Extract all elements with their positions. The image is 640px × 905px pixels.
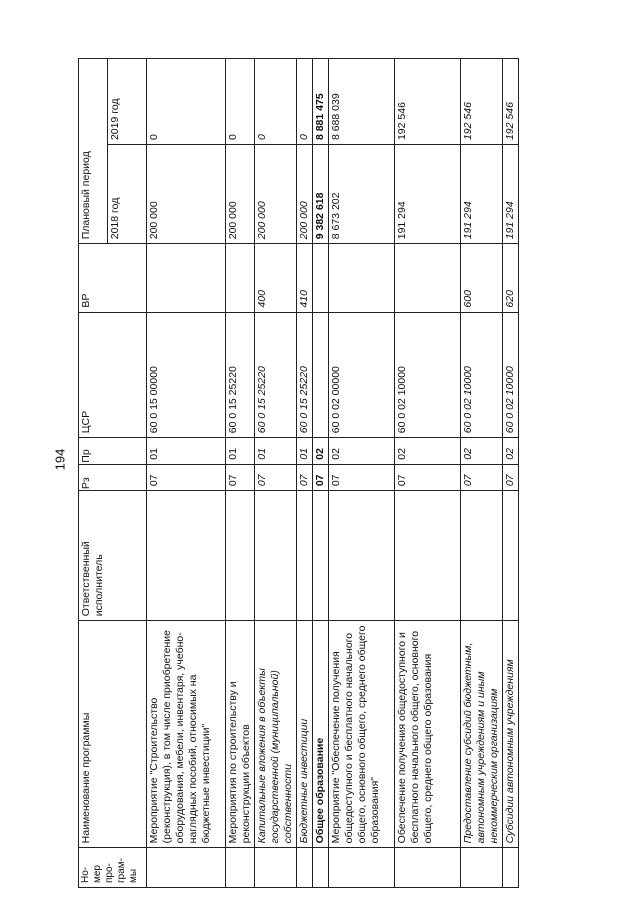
header-2019: 2019 год [108, 59, 147, 145]
pr-cell: 02 [313, 438, 329, 464]
program-name-cell: Мероприятие "Строительство (реконструкция), в том числе приобретение оборудования, мебели, инвентаря, учебно-наглядных пособий, относимых на бюджетные инвестиции" [147, 621, 226, 848]
row-number-cell [395, 848, 461, 888]
row-number-cell [147, 848, 226, 888]
table-row [255, 59, 297, 888]
csr-cell: 60 0 15 25220 [226, 312, 255, 438]
header-num: Но-мер про-грам-мы [79, 848, 147, 888]
csr-cell: 60 0 15 25220 [297, 312, 313, 438]
header-planned-period: Плановый период [79, 59, 108, 244]
budget-table [78, 58, 519, 888]
table-row [395, 59, 461, 888]
header-pr: Пр [79, 438, 147, 464]
vr-cell [147, 244, 226, 312]
row-number-cell [297, 848, 313, 888]
header-name: Наименование программы [79, 621, 147, 848]
vr-cell: 600 [461, 244, 503, 312]
amount-2018-cell: 8 673 202 [329, 145, 395, 244]
rotated-table-container [78, 58, 558, 888]
amount-2018-cell: 200 000 [255, 145, 297, 244]
pr-cell: 02 [395, 438, 461, 464]
row-number-cell [255, 848, 297, 888]
program-name-cell: Мероприятия по строительству и реконструкции объектов [226, 621, 255, 848]
amount-2019-cell: 8 881 475 [313, 59, 329, 145]
csr-cell: 60 0 02 10000 [461, 312, 503, 438]
program-name-cell: Общее образование [313, 621, 329, 848]
header-rz: Рз [79, 464, 147, 490]
executor-cell [255, 491, 297, 621]
vr-cell [226, 244, 255, 312]
vr-cell: 400 [255, 244, 297, 312]
table-row [313, 59, 329, 888]
program-name-cell: Субсидии автономным учреждениям [503, 621, 519, 848]
amount-2018-cell: 200 000 [147, 145, 226, 244]
rz-cell: 07 [503, 464, 519, 490]
table-row [226, 59, 255, 888]
table-body [147, 59, 519, 888]
amount-2019-cell: 0 [297, 59, 313, 145]
header-2018: 2018 год [108, 145, 147, 244]
program-name-cell: Обеспечение получения общедоступного и бесплатного начального общего, основного общего, среднего общего образования [395, 621, 461, 848]
executor-cell [297, 491, 313, 621]
header-vr: ВР [79, 244, 147, 312]
row-number-cell [461, 848, 503, 888]
amount-2018-cell: 200 000 [226, 145, 255, 244]
vr-cell [329, 244, 395, 312]
program-name-cell: Капитальные вложения в объекты государственной (муниципальной) собственности [255, 621, 297, 848]
row-number-cell [313, 848, 329, 888]
csr-cell: 60 0 15 00000 [147, 312, 226, 438]
amount-2019-cell: 192 546 [395, 59, 461, 145]
rz-cell: 07 [297, 464, 313, 490]
executor-cell [313, 491, 329, 621]
pr-cell: 01 [147, 438, 226, 464]
executor-cell [147, 491, 226, 621]
executor-cell [395, 491, 461, 621]
table-row [503, 59, 519, 888]
amount-2018-cell: 191 294 [395, 145, 461, 244]
pr-cell: 02 [461, 438, 503, 464]
header-csr: ЦСР [79, 312, 147, 438]
csr-cell: 60 0 02 00000 [329, 312, 395, 438]
row-number-cell [226, 848, 255, 888]
vr-cell: 410 [297, 244, 313, 312]
pr-cell: 01 [226, 438, 255, 464]
program-name-cell: Мероприятие "Обеспечение получения общедоступного и бесплатного начального общего, основного общего, среднего общего образования" [329, 621, 395, 848]
csr-cell: 60 0 02 10000 [395, 312, 461, 438]
executor-cell [461, 491, 503, 621]
table-row [461, 59, 503, 888]
table-row [147, 59, 226, 888]
table-row [329, 59, 395, 888]
row-number-cell [329, 848, 395, 888]
row-number-cell [503, 848, 519, 888]
page-number: 194 [52, 448, 68, 471]
amount-2018-cell: 9 382 618 [313, 145, 329, 244]
vr-cell [395, 244, 461, 312]
pr-cell: 02 [503, 438, 519, 464]
amount-2019-cell: 192 546 [461, 59, 503, 145]
pr-cell: 01 [255, 438, 297, 464]
program-name-cell: Бюджетные инвестиции [297, 621, 313, 848]
vr-cell: 620 [503, 244, 519, 312]
csr-cell: 60 0 15 25220 [255, 312, 297, 438]
rz-cell: 07 [395, 464, 461, 490]
csr-cell: 60 0 02 10000 [503, 312, 519, 438]
amount-2019-cell: 192 546 [503, 59, 519, 145]
amount-2019-cell: 0 [226, 59, 255, 145]
pr-cell: 01 [297, 438, 313, 464]
amount-2019-cell: 8 688 039 [329, 59, 395, 145]
amount-2019-cell: 0 [147, 59, 226, 145]
table-row [297, 59, 313, 888]
amount-2019-cell: 0 [255, 59, 297, 145]
rz-cell: 07 [147, 464, 226, 490]
amount-2018-cell: 191 294 [461, 145, 503, 244]
amount-2018-cell: 200 000 [297, 145, 313, 244]
amount-2018-cell: 191 294 [503, 145, 519, 244]
pr-cell: 02 [329, 438, 395, 464]
rz-cell: 07 [329, 464, 395, 490]
rz-cell: 07 [255, 464, 297, 490]
executor-cell [329, 491, 395, 621]
csr-cell [313, 312, 329, 438]
rz-cell: 07 [313, 464, 329, 490]
executor-cell [226, 491, 255, 621]
header-row-1 [79, 59, 108, 888]
executor-cell [503, 491, 519, 621]
rz-cell: 07 [461, 464, 503, 490]
header-executor: Ответственный исполнитель [79, 491, 147, 621]
rz-cell: 07 [226, 464, 255, 490]
program-name-cell: Предоставление субсидий бюджетным, автономным учреждениям и иным некоммерческим организациям [461, 621, 503, 848]
vr-cell [313, 244, 329, 312]
